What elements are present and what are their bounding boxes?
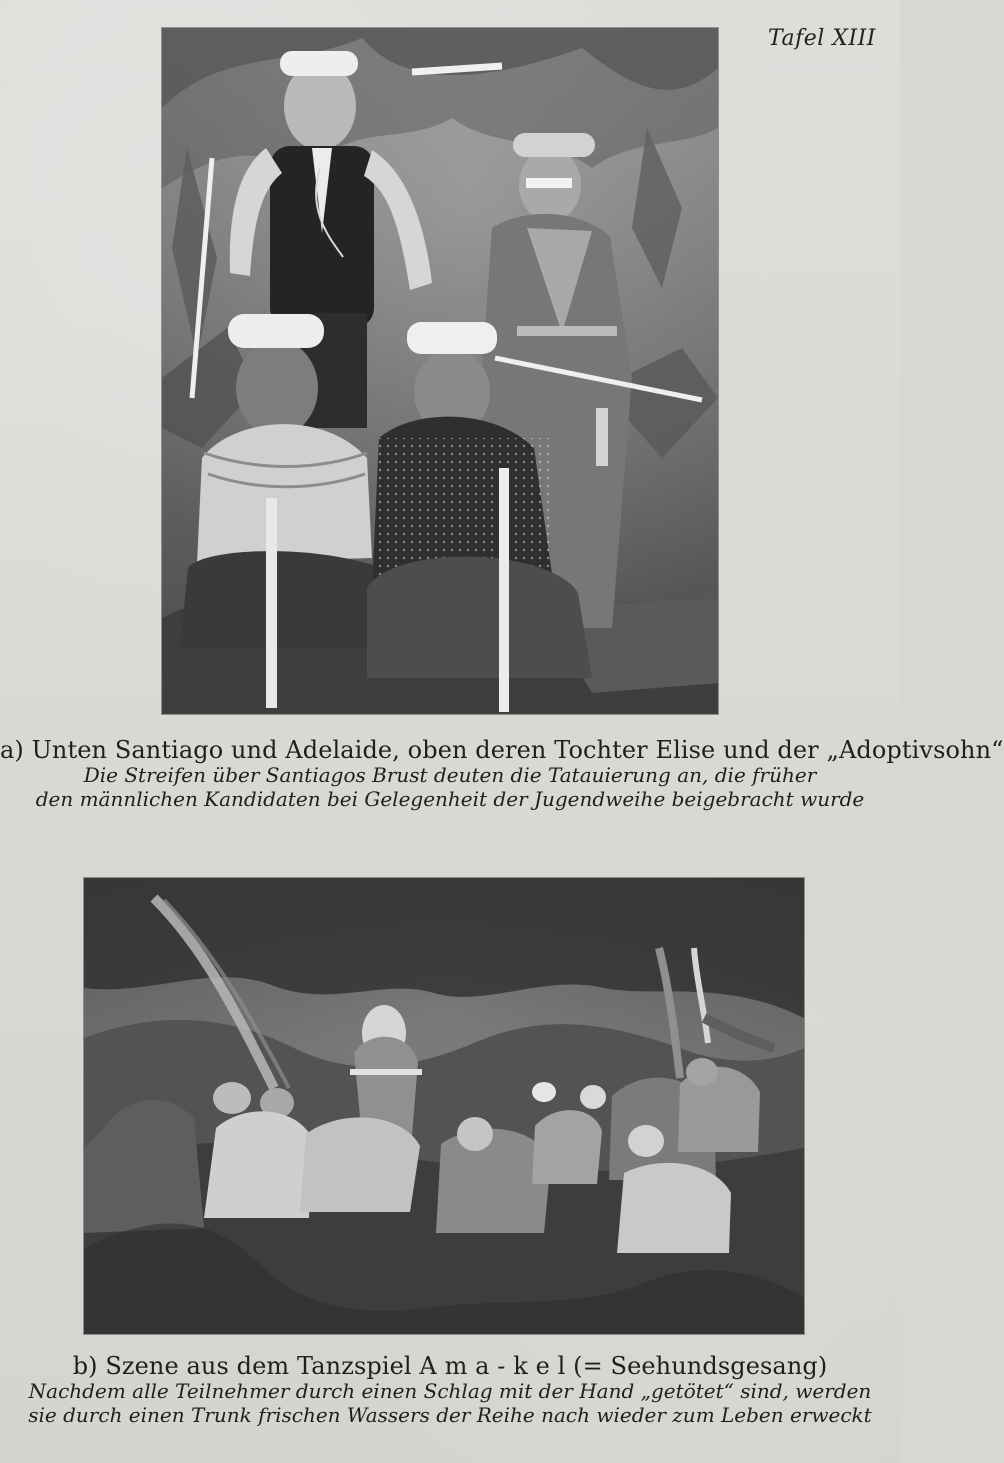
caption-figure-a-title: a) Unten Santiago und Adelaide, oben deren Tochter Elise und der „Adoptivsohn“: [0, 736, 1004, 764]
plate-label: Tafel XIII: [767, 26, 876, 51]
caption-figure-b-title: b) Szene aus dem Tanzspiel A m a - k e l (= Seehundsgesang): [72, 1352, 828, 1380]
caption-figure-a-line-2: den männlichen Kandidaten bei Gelegenheit der Jugendweihe beigebracht wurde: [35, 786, 865, 811]
dance-scene-photo-illustration: [84, 878, 804, 1334]
photo-dance-scene: [84, 878, 804, 1334]
photo-portrait-family: [162, 28, 718, 714]
caption-figure-a: [0, 736, 1004, 812]
portrait-photo-illustration: [162, 28, 718, 714]
caption-figure-b: [0, 1352, 900, 1428]
caption-figure-b-line-2: sie durch einen Trunk frischen Wassers der Reihe nach wieder zum Leben erweckt: [28, 1402, 872, 1427]
caption-figure-a-line-1: Die Streifen über Santiagos Brust deuten die Tatauierung an, die früher: [83, 763, 817, 788]
caption-figure-b-line-1: Nachdem alle Teilnehmer durch einen Schlag mit der Hand „getötet“ sind, werden: [28, 1379, 872, 1404]
